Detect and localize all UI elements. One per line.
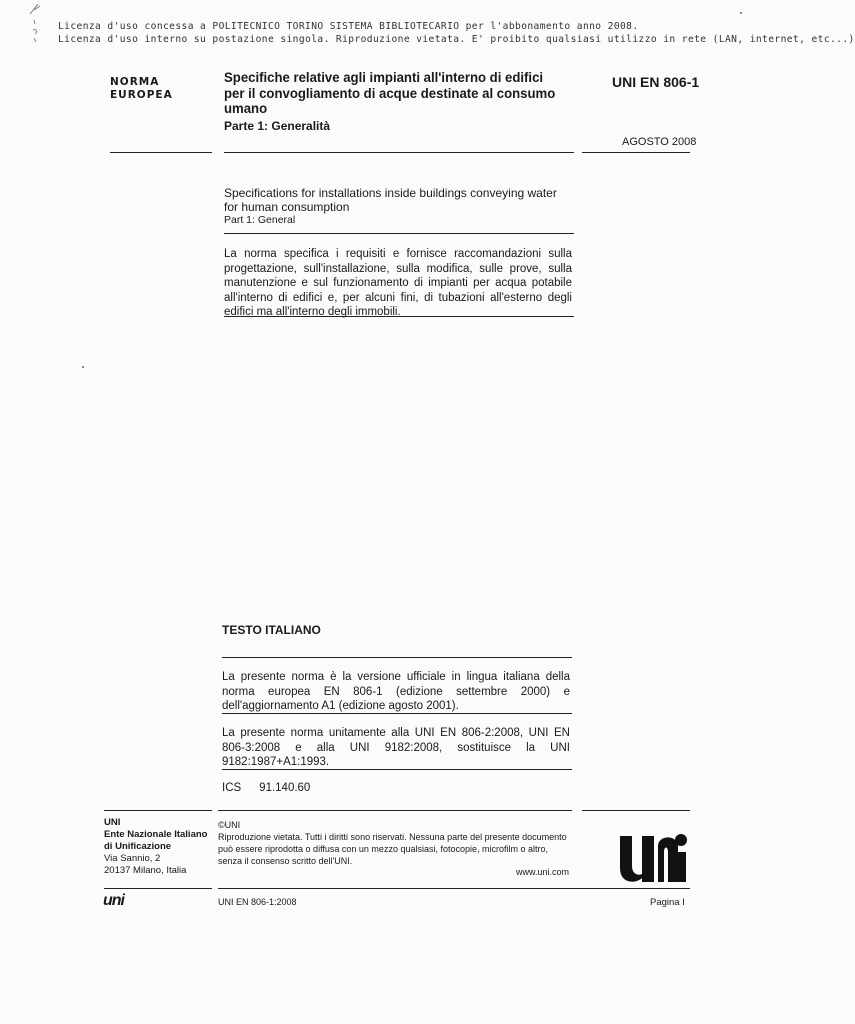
rights-text: Riproduzione vietata. Tutti i diritti sono riservati. Nessuna parte del presente documento può essere riprodotta o diffusa con un mezzo qualsiasi, fotocopie, microfilm o altro, senza il consenso scritto dell'UNI. [218,832,567,866]
ics-value: 91.140.60 [259,782,311,794]
address-city: 20137 Milano, Italia [104,865,187,876]
rule-footer-center [218,810,572,811]
italian-part: Parte 1: Generalità [224,119,331,133]
official-version-paragraph: La presente norma è la versione ufficiale in lingua italiana della norma europea EN 806-1 (edizione settembre 2000) e dell'aggiornamento A1 (edizione agosto 2001). [222,671,570,713]
license-line-2: Licenza d'uso interno su postazione singola. Riproduzione vietata. E' proibito qualsiasi utilizzo in rete (LAN, internet, etc...) [58,33,855,45]
publisher-name-1: Ente Nazionale Italiano [104,829,208,840]
standard-code: UNI EN 806-1 [612,74,700,90]
rule-abstract [224,316,574,317]
rule-left [110,152,212,153]
page-number: Pagina I [650,897,685,908]
italian-title: Specifiche relative agli impianti all'interno di edifici per il convogliamento di acque destinate al consumo umano [224,69,556,116]
replacement-paragraph: La presente norma unitamente alla UNI EN 806-2:2008, UNI EN 806-3:2008 e alla UNI 9182:2008, sostituisce la UNI 9182:1987+A1:1993. [222,727,570,769]
copyright-notice [218,819,568,867]
rule-english [224,233,574,234]
address-street: Via Sannio, 2 [104,853,161,864]
uni-logo-icon [618,822,688,888]
publication-date: AGOSTO 2008 [622,136,697,148]
website-link[interactable]: www.uni.com [516,867,570,877]
norma-europea-label [110,76,173,102]
norma-label-line2: EUROPEA [110,89,173,101]
rule-footer-bottom [218,888,690,889]
ics-classification [222,782,328,794]
rule-center [224,152,574,153]
rule-testo [222,657,572,658]
license-line-1: Licenza d'uso concessa a POLITECNICO TORINO SISTEMA BIBLIOTECARIO per l'abbonamento anno 2008. [58,21,639,32]
handwritten-mark [26,0,48,44]
publisher-name-2: di Unificazione [104,841,172,852]
rule-para2 [222,769,572,770]
english-title: Specifications for installations inside buildings conveying water for human consumption [224,186,557,214]
license-notice [58,21,855,46]
publisher-short: UNI [104,817,121,828]
publisher-address [104,817,207,877]
scan-speck [82,366,84,368]
rule-footer-bottom-left [104,888,212,889]
rule-footer-left [104,810,212,811]
abstract: La norma specifica i requisiti e fornisce raccomandazioni sulla progettazione, sull'installazione, sulla modifica, sulle prove, sulla manutenzione e sul funzionamento di impianti per acqua potabile all'interno di edifici e, per alcuni fini, di tubazioni all'esterno degli edifici ma all'interno degli immobili. [224,248,572,319]
norma-label-line1: NORMA [110,76,160,88]
copyright-symbol: ©UNI [218,820,241,830]
testo-italiano-heading: TESTO ITALIANO [222,623,321,637]
uni-small-logo: uni [103,892,124,909]
rule-para1 [222,713,572,714]
rule-footer-right [582,810,690,811]
ics-label: ICS [222,782,242,794]
footer-document-code: UNI EN 806-1:2008 [218,897,297,907]
rule-right [582,152,690,153]
english-part: Part 1: General [224,214,296,226]
scan-speck [740,12,742,14]
